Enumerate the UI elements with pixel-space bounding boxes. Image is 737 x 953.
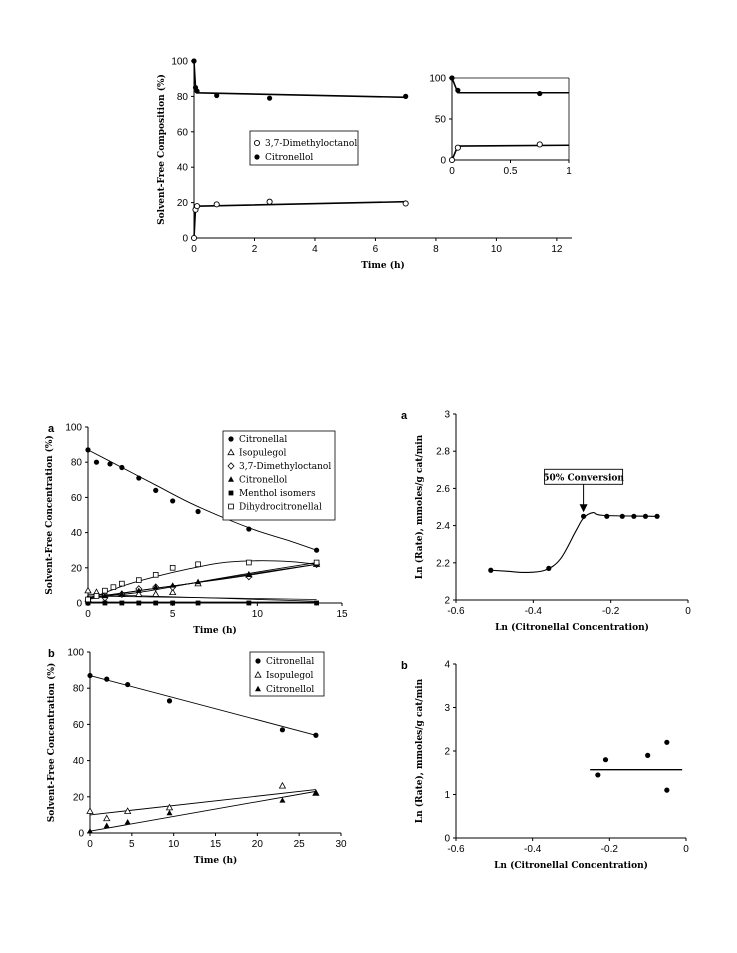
data-point	[314, 548, 319, 553]
x-tick-label: 1	[566, 166, 572, 177]
x-tick-label: 2	[251, 244, 258, 255]
series-curve	[194, 61, 406, 97]
data-point	[153, 488, 158, 493]
inset-chart	[429, 74, 572, 178]
data-point	[603, 757, 608, 762]
legend-marker	[229, 504, 234, 509]
y-tick-label: 40	[72, 756, 84, 768]
data-point	[125, 819, 131, 824]
data-point	[214, 93, 219, 98]
data-point	[654, 514, 659, 519]
data-point	[136, 601, 141, 606]
x-axis-label: Time (h)	[361, 261, 405, 271]
data-point	[267, 96, 272, 101]
x-axis-label: Ln (Citronellal Concentration)	[494, 861, 648, 871]
series-rate	[488, 513, 659, 573]
x-tick-label: 5	[129, 839, 135, 850]
data-point	[280, 727, 285, 732]
annotation	[543, 469, 624, 512]
data-point	[153, 591, 159, 596]
y-tick-label: 100	[429, 73, 446, 85]
x-tick-label: 0	[683, 844, 689, 855]
data-point	[455, 88, 460, 93]
data-point	[314, 560, 319, 565]
data-point	[664, 740, 669, 745]
data-point	[104, 823, 110, 828]
legend-entry: 3,7-Dimethyloctanol	[239, 462, 332, 472]
data-point	[111, 585, 116, 590]
data-point	[537, 91, 542, 96]
legend-entry: Isopulegol	[239, 448, 287, 459]
data-point	[214, 202, 219, 207]
x-tick-label: 0.5	[503, 166, 518, 177]
data-point	[119, 601, 124, 606]
data-point	[170, 601, 175, 606]
x-tick-label: 12	[551, 244, 563, 255]
chart-left-b	[46, 648, 347, 867]
panel-label: a	[401, 410, 408, 422]
data-point	[87, 808, 93, 813]
x-tick-label: 5	[169, 609, 176, 620]
series-citronellol	[191, 58, 408, 100]
data-point	[85, 447, 90, 452]
x-tick-label: -0.6	[447, 606, 465, 617]
data-point	[604, 514, 609, 519]
legend	[250, 652, 324, 696]
x-tick-label: 0	[85, 609, 91, 620]
y-tick-label: 2.4	[436, 521, 450, 533]
annotation-text: 50% Conversion	[543, 473, 624, 484]
y-tick-label: 3	[444, 409, 450, 421]
y-tick-label: 60	[176, 127, 188, 139]
series-3-7-dimethyloctanol	[449, 142, 569, 163]
data-point	[191, 235, 196, 240]
data-point	[279, 783, 285, 788]
y-axis-label: Solvent-Free Concentration (%)	[45, 435, 55, 595]
y-tick-label: 0	[444, 833, 450, 845]
panel-label: a	[48, 423, 55, 435]
y-tick-label: 0	[76, 598, 82, 610]
x-tick-label: 15	[209, 839, 222, 850]
series-curve	[452, 78, 569, 93]
data-point	[103, 601, 108, 606]
legend	[250, 131, 358, 165]
series-rate	[590, 740, 682, 793]
data-point	[85, 587, 91, 592]
y-tick-label: 50	[434, 114, 446, 126]
y-tick-label: 2.6	[436, 483, 450, 495]
legend-entry: Citronellal	[266, 657, 315, 667]
y-tick-label: 20	[176, 198, 188, 210]
y-tick-label: 1	[444, 790, 450, 801]
data-point	[170, 565, 175, 570]
y-tick-label: 0	[182, 233, 188, 245]
y-axis-label: Ln (Rate), mmoles/g cat/min	[415, 678, 425, 824]
x-tick-label: 30	[335, 839, 347, 850]
y-tick-label: 20	[70, 563, 82, 575]
y-tick-label: 2.2	[436, 558, 450, 570]
data-point	[103, 588, 108, 593]
data-point	[488, 568, 493, 573]
x-axis-label: Time (h)	[193, 626, 237, 636]
x-tick-label: -0.6	[447, 844, 465, 855]
chart-left-a	[44, 423, 348, 637]
data-point	[246, 601, 251, 606]
data-point	[403, 201, 408, 206]
data-point	[455, 145, 460, 150]
series-curve	[194, 202, 406, 238]
legend-marker	[228, 436, 233, 441]
x-tick-label: 10	[168, 839, 180, 850]
y-tick-label: 80	[176, 91, 188, 103]
data-point	[107, 461, 112, 466]
data-point	[196, 601, 201, 606]
data-point	[267, 199, 272, 204]
x-tick-label: 6	[372, 244, 379, 255]
data-point	[196, 562, 201, 567]
legend-entry: Citronellol	[266, 685, 315, 695]
x-tick-label: 15	[336, 609, 348, 620]
x-axis-label: Time (h)	[193, 856, 238, 866]
panel-label: b	[401, 660, 408, 672]
y-tick-label: 100	[65, 422, 82, 434]
data-point	[136, 475, 141, 480]
data-point	[195, 509, 200, 514]
legend-marker	[254, 154, 259, 159]
y-tick-label: 2	[444, 746, 450, 758]
x-tick-label: 10	[251, 609, 263, 620]
chart-right-b	[401, 660, 689, 872]
series-3-7-dimethyloctanol	[191, 199, 408, 240]
data-point	[166, 804, 172, 809]
x-tick-label: 4	[312, 244, 318, 255]
x-tick-label: -0.2	[600, 844, 618, 855]
y-tick-label: 40	[70, 528, 82, 540]
legend-entry: Citronellol	[265, 153, 314, 163]
data-point	[581, 514, 586, 519]
series-curve	[452, 145, 569, 160]
data-point	[153, 572, 158, 577]
legend-entry: Citronellal	[239, 435, 288, 445]
legend-entry: Citronellol	[239, 475, 288, 486]
x-tick-label: -0.4	[524, 606, 542, 617]
y-tick-label: 100	[171, 56, 188, 68]
data-point	[136, 578, 141, 583]
data-point	[86, 597, 91, 602]
y-tick-label: 2.8	[436, 446, 450, 458]
x-tick-label: 8	[433, 244, 439, 255]
data-point	[664, 788, 669, 793]
x-tick-label: 0	[191, 244, 197, 255]
series-curve	[491, 513, 657, 573]
data-point	[313, 733, 318, 738]
chart-right-a	[401, 410, 691, 634]
legend-entry: Dihydrocitronellal	[239, 502, 322, 513]
legend-entry: 3,7-Dimethyloctanol	[265, 139, 358, 149]
x-axis-label: Ln (Citronellal Concentration)	[495, 623, 649, 633]
data-point	[246, 560, 251, 565]
legend-marker	[254, 140, 259, 145]
data-point	[104, 815, 110, 820]
y-axis-label: Ln (Rate), mmoles/g cat/min	[415, 434, 425, 580]
data-point	[546, 566, 551, 571]
data-point	[153, 601, 158, 606]
data-point	[620, 514, 625, 519]
y-tick-label: 0	[440, 155, 446, 167]
data-point	[104, 677, 109, 682]
data-point	[449, 157, 454, 162]
data-point	[170, 498, 175, 503]
panel-label: b	[48, 648, 55, 660]
data-point	[313, 790, 319, 795]
data-point	[246, 526, 251, 531]
data-point	[166, 810, 172, 815]
data-point	[125, 682, 130, 687]
x-tick-label: -0.4	[524, 844, 542, 855]
x-tick-label: -0.2	[602, 606, 620, 617]
y-tick-label: 3	[444, 703, 450, 714]
y-tick-label: 20	[72, 792, 84, 804]
data-point	[449, 75, 454, 80]
data-point	[403, 94, 408, 99]
data-point	[595, 772, 600, 777]
data-point	[191, 58, 196, 63]
data-point	[87, 673, 92, 678]
chart-top	[156, 57, 572, 272]
data-point	[170, 582, 176, 587]
legend-entry: Isopulegol	[266, 671, 314, 681]
y-tick-label: 0	[78, 828, 84, 840]
x-tick-label: 0	[87, 839, 93, 850]
data-point	[537, 142, 542, 147]
data-point	[643, 514, 648, 519]
data-point	[94, 460, 99, 465]
data-point	[119, 465, 124, 470]
data-point	[645, 753, 650, 758]
y-tick-label: 100	[67, 647, 84, 659]
x-tick-label: 0	[449, 166, 455, 177]
y-axis-label: Solvent-Free Concentration (%)	[47, 662, 57, 823]
x-tick-label: 10	[490, 244, 502, 255]
annotation-arrowhead	[580, 504, 588, 512]
y-tick-label: 60	[72, 719, 84, 731]
data-point	[314, 601, 319, 606]
y-tick-label: 40	[176, 162, 188, 174]
data-point	[94, 594, 99, 599]
legend-entry: Menthol isomers	[239, 489, 316, 499]
x-tick-label: 0	[685, 606, 691, 617]
data-point	[194, 204, 199, 209]
y-axis-label: Solvent-Free Composition (%)	[157, 74, 167, 225]
data-point	[119, 581, 124, 586]
y-tick-label: 60	[70, 492, 82, 504]
y-tick-label: 80	[70, 457, 82, 469]
x-tick-label: 20	[251, 839, 263, 850]
data-point	[194, 88, 199, 93]
y-tick-label: 80	[72, 683, 84, 695]
data-point	[631, 514, 636, 519]
y-tick-label: 2	[444, 595, 450, 607]
legend-marker	[229, 491, 234, 496]
x-tick-label: 25	[293, 839, 305, 850]
y-tick-label: 4	[444, 659, 450, 671]
legend	[223, 431, 335, 520]
series-citronellol	[85, 561, 320, 600]
legend-marker	[255, 658, 260, 663]
data-point	[167, 698, 172, 703]
series-citronellol	[449, 75, 569, 96]
